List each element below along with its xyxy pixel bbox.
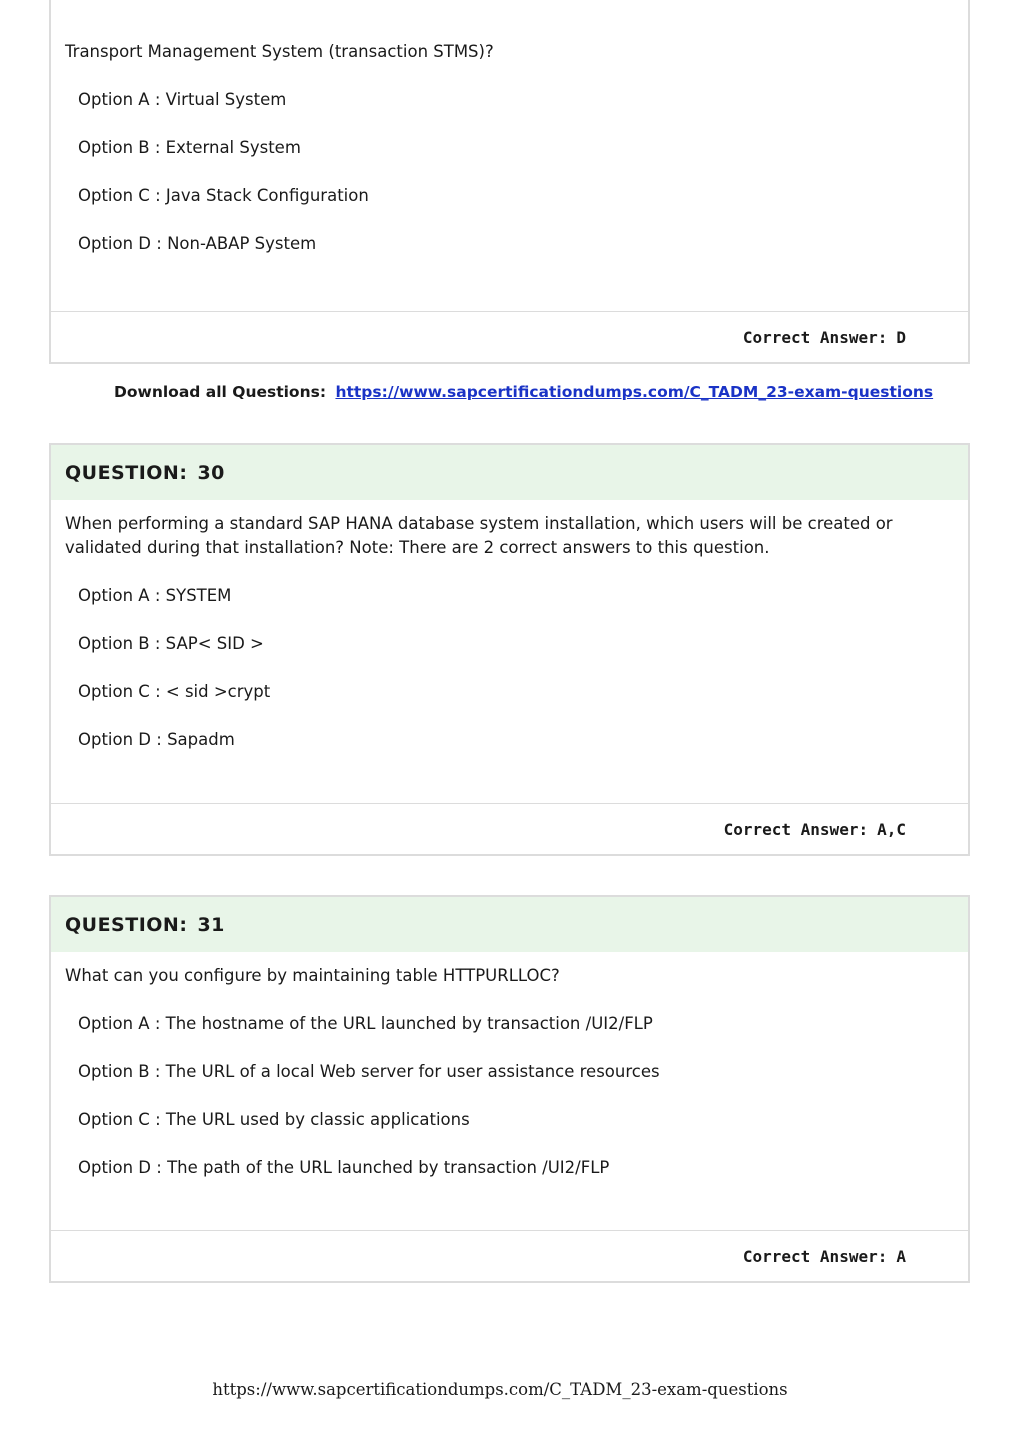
correct-answer-row — [51, 803, 968, 854]
option-d: Option D : The path of the URL launched by transaction /UI2/FLP — [78, 1158, 610, 1177]
option-a: Option A : SYSTEM — [78, 586, 232, 605]
option-b: Option B : The URL of a local Web server for user assistance resources — [78, 1062, 660, 1081]
question-card-30 — [49, 443, 970, 856]
option-d: Option D : Non-ABAP System — [78, 234, 317, 253]
question-label: QUESTION: — [65, 461, 188, 484]
question-label: QUESTION: — [65, 913, 188, 936]
question-text: What can you configure by maintaining table HTTPURLLOC? — [65, 966, 560, 985]
option-c: Option C : The URL used by classic applications — [78, 1110, 470, 1129]
question-header — [51, 897, 968, 952]
option-a: Option A : Virtual System — [78, 90, 287, 109]
question-number: 30 — [197, 461, 225, 484]
option-c: Option C : Java Stack Configuration — [78, 186, 369, 205]
question-card-previous — [49, 0, 970, 364]
question-text: When performing a standard SAP HANA database system installation, which users will be created or validated during that installation? Note: There are 2 correct answers to this question. — [65, 514, 893, 557]
footer-url: https://www.sapcertificationdumps.com/C_TADM_23-exam-questions — [212, 1380, 788, 1399]
option-list — [51, 88, 968, 256]
option-list — [51, 584, 968, 752]
correct-answer-row — [51, 311, 968, 362]
download-line — [114, 383, 933, 401]
option-b: Option B : External System — [78, 138, 301, 157]
correct-answer-row — [51, 1230, 968, 1281]
question-number: 31 — [197, 913, 225, 936]
correct-answer-label: Correct Answer: — [742, 1246, 888, 1266]
correct-answer-label: Correct Answer: — [742, 327, 888, 347]
question-card-31 — [49, 895, 970, 1283]
option-a: Option A : The hostname of the URL launched by transaction /UI2/FLP — [78, 1014, 653, 1033]
correct-answer-value: A,C — [877, 819, 906, 839]
correct-answer-value: D — [896, 327, 906, 347]
question-header — [51, 445, 968, 500]
option-b: Option B : SAP< SID > — [78, 634, 264, 653]
option-d: Option D : Sapadm — [78, 730, 235, 749]
download-label: Download all Questions: — [114, 383, 327, 401]
question-text: Transport Management System (transaction STMS)? — [65, 42, 494, 61]
option-c: Option C : < sid >crypt — [78, 682, 271, 701]
download-link[interactable]: https://www.sapcertificationdumps.com/C_TADM_23-exam-questions — [335, 383, 934, 401]
option-list — [51, 1012, 968, 1180]
correct-answer-label: Correct Answer: — [723, 819, 869, 839]
correct-answer-value: A — [896, 1246, 906, 1266]
